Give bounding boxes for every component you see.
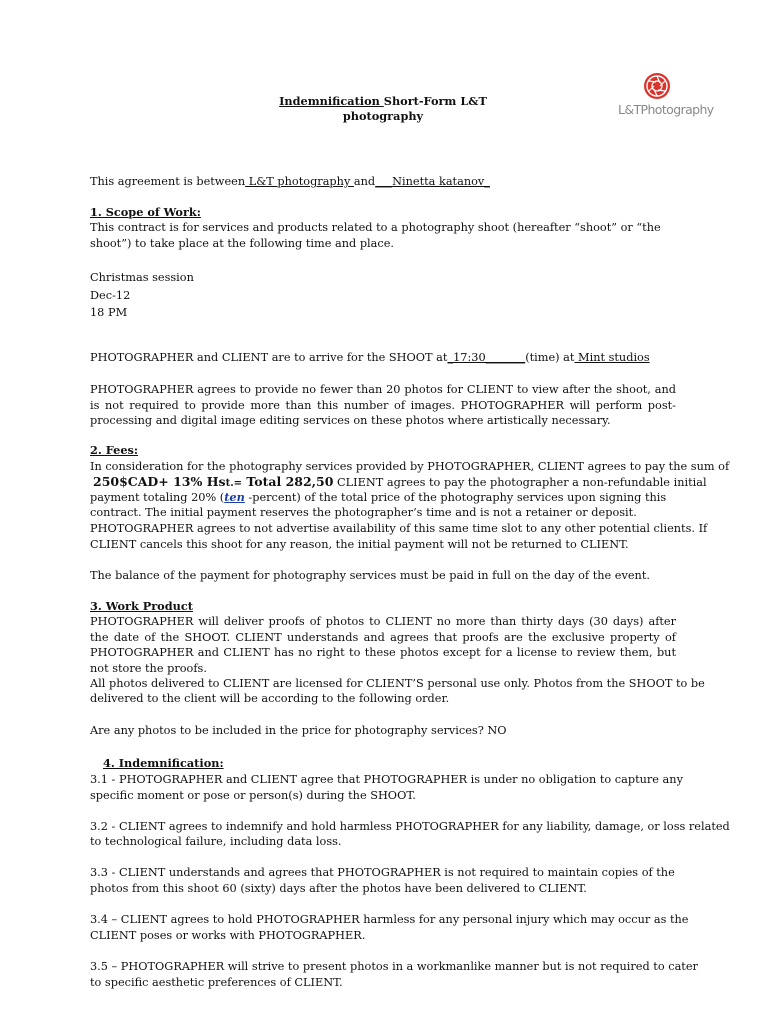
work-license-1: All photos delivered to CLIENT are licensed for CLIENT’S personal use only. Photos from the SHOOT to be — [90, 677, 705, 690]
title-rest: Short-Form L&T — [383, 94, 487, 108]
work-heading: 3. Work Product — [90, 599, 193, 613]
fees-line1: In consideration for the photography services provided by PHOTOGRAPHER, CLIENT agrees to pay the sum of — [90, 460, 730, 473]
clause-3-2-line1: 3.2 - CLIENT agrees to indemnify and hold harmless PHOTOGRAPHER for any liability, damage, or loss related — [90, 820, 730, 833]
scope-heading: 1. Scope of Work: — [90, 205, 201, 219]
work-question: Are any photos to be included in the price for photography services? NO — [90, 724, 507, 737]
indemn-heading: 4. Indemnification: — [103, 756, 224, 770]
session-name: Christmas session — [90, 271, 194, 284]
fees-line3-b: -percent) of the total price of the photography services upon signing this — [244, 491, 667, 504]
arrival-line — [90, 350, 690, 366]
clause-3-4-line1: 3.4 – CLIENT agrees to hold PHOTOGRAPHER harmless for any personal injury which may occur as the — [90, 913, 689, 926]
session-time: 18 PM — [90, 306, 128, 319]
arrival-place: Mint studios — [574, 351, 650, 364]
agreement-line — [90, 174, 690, 190]
title-line2: photography — [342, 109, 424, 123]
clause-3-2-line2: to technological failure, including data loss. — [90, 835, 342, 848]
fees-line3-a: payment totaling 20% ( — [90, 491, 225, 504]
camera-aperture-icon — [616, 70, 698, 104]
fee-total: Total 282,50 — [242, 474, 334, 489]
clause-3-1-line2: specific moment or pose or person(s) during the SHOOT. — [90, 789, 416, 802]
fees-line2-rest: CLIENT agrees to pay the photographer a non-refundable initial — [333, 476, 707, 489]
fee-amount-suffix: t.= — [225, 478, 243, 489]
fees-heading: 2. Fees: — [90, 443, 139, 457]
logo-text: L&TPhotography — [618, 102, 714, 117]
arrival-prefix: PHOTOGRAPHER and CLIENT are to arrive for the SHOOT at — [90, 351, 448, 364]
fees-balance: The balance of the payment for photography services must be paid in full on the day of the event. — [90, 569, 650, 582]
arrival-mid: (time) at — [525, 351, 575, 364]
document-title — [250, 94, 516, 124]
clause-3-5-line1: 3.5 – PHOTOGRAPHER will strive to present photos in a workmanlike manner but is not required to cater — [90, 960, 698, 973]
party-photographer: L&T photography — [245, 175, 354, 188]
company-logo — [616, 70, 714, 122]
clause-3-3-line1: 3.3 - CLIENT understands and agrees that PHOTOGRAPHER is not required to maintain copies of the — [90, 866, 675, 879]
clause-3-3-line2: photos from this shoot 60 (sixty) days after the photos have been delivered to CLIENT. — [90, 882, 587, 895]
fees-line6: CLIENT cancels this shoot for any reason, the initial payment will not be returned to CLIENT. — [90, 538, 629, 551]
work-body: PHOTOGRAPHER will deliver proofs of photos to CLIENT no more than thirty days (30 days) after the date of the SHOOT. CLIENT understands and agrees that proofs are the exclusive property of PHOTOGRAPHER and CLIENT has no right to these photos except for a license to review them, but not store the proofs. — [90, 615, 676, 675]
arrival-time: _17:30_______ — [447, 351, 526, 364]
ten-link[interactable]: ten — [224, 490, 245, 504]
photos-paragraph: PHOTOGRAPHER agrees to provide no fewer than 20 photos for CLIENT to view after the shoot, and is not required to provide more than this number of images. PHOTOGRAPHER will perform post-processing and digital image editing services on these photos where artistically necessary. — [90, 383, 676, 427]
fees-line5: PHOTOGRAPHER agrees to not advertise availability of this same time slot to any other potential clients. If — [90, 522, 708, 535]
scope-body: This contract is for services and products related to a photography shoot (hereafter “shoot” or “the shoot”) to take place at the following time and place. — [90, 221, 661, 250]
party-client: ___Ninetta katanov_ — [375, 175, 490, 188]
clause-3-1-line1: 3.1 - PHOTOGRAPHER and CLIENT agree that PHOTOGRAPHER is under no obligation to capture any — [90, 773, 683, 786]
work-license-2: delivered to the client will be according to the following order. — [90, 692, 450, 705]
fees-line2 — [90, 474, 707, 492]
fees-line3 — [90, 490, 690, 506]
clause-3-5-line2: to specific aesthetic preferences of CLIENT. — [90, 976, 343, 989]
agreement-and: and — [353, 175, 376, 188]
agreement-prefix: This agreement is between — [90, 175, 246, 188]
clause-3-4-line2: CLIENT poses or works with PHOTOGRAPHER. — [90, 929, 366, 942]
title-underlined: Indemnification — [279, 94, 384, 108]
fee-amount: 250$CAD+ 13% Hs — [93, 474, 226, 489]
fees-line4: contract. The initial payment reserves the photographer’s time and is not a retainer or deposit. — [90, 506, 637, 519]
session-date: Dec-12 — [90, 289, 131, 302]
